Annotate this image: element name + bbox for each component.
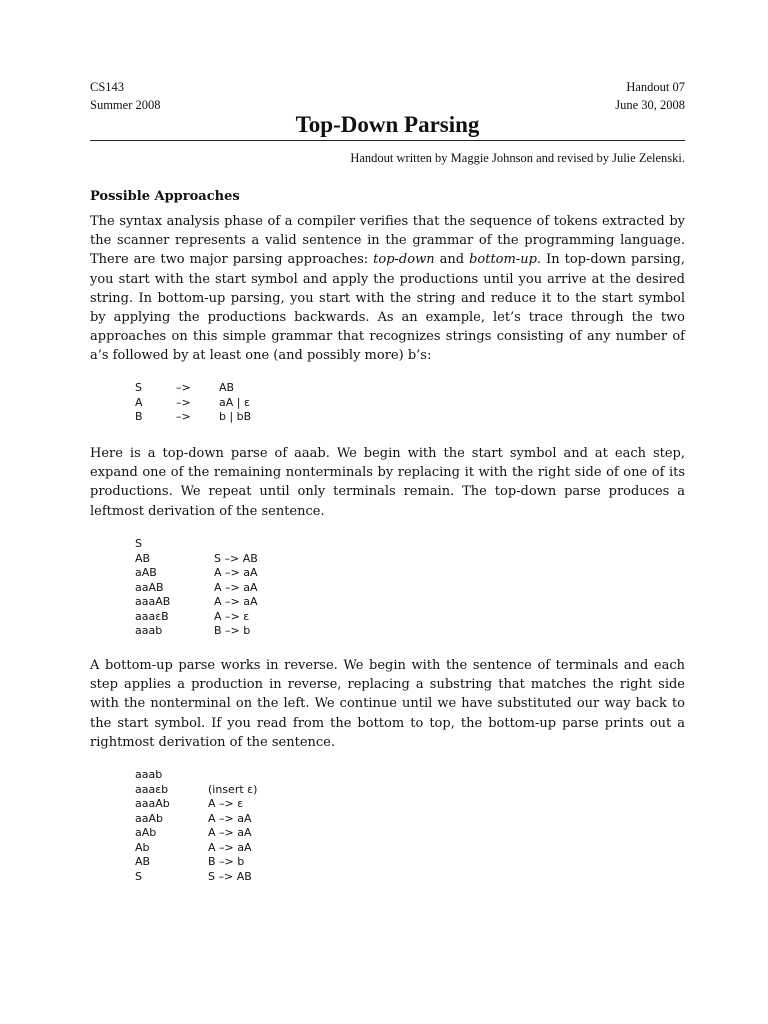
section-heading: Possible Approaches xyxy=(90,189,240,204)
production-applied: B –> b xyxy=(214,624,251,637)
derivation-step xyxy=(135,581,258,596)
bottomup-derivation xyxy=(135,768,257,884)
derivation-step xyxy=(135,768,257,783)
document-page xyxy=(90,0,685,1024)
topdown-derivation xyxy=(135,537,258,639)
intro-em-bottomup: bottom-up xyxy=(469,252,537,268)
derivation-step xyxy=(135,826,257,841)
grammar-rule xyxy=(135,396,251,411)
handout-number: Handout 07 xyxy=(626,80,685,94)
intro-text-1: The syntax analysis phase of a compiler verifies that the sequence of tokens extracted by the scanner represents a valid sentence in the grammar of the programming language. There are two major parsing approaches: xyxy=(90,214,685,268)
sentential-form: aaab xyxy=(135,624,163,637)
derivation-step xyxy=(135,624,258,639)
sentential-form: aaaεB xyxy=(135,609,169,623)
intro-text-2: and xyxy=(434,252,470,268)
derivation-step xyxy=(135,870,257,885)
handout-date: June 30, 2008 xyxy=(615,98,685,112)
grammar-rhs: b | bB xyxy=(219,410,252,423)
derivation-step xyxy=(135,610,258,625)
grammar-arrow: –> xyxy=(176,381,191,394)
derivation-step xyxy=(135,537,258,552)
production-applied: A –> aA xyxy=(208,826,252,839)
production-applied: (insert ε) xyxy=(208,782,258,796)
paragraph-bottomup: A bottom-up parse works in reverse. We begin with the sentence of terminals and each step applies a production in reverse, replacing a substring that matches the right side with the nonterminal on the left. We continue until we have substituted our way back to the start symbol. If you read from the bottom to top, the bottom-up parse prints out a rightmost derivation of the sentence. xyxy=(90,658,685,750)
sentential-form: aAb xyxy=(135,826,157,839)
sentential-form: Ab xyxy=(135,840,150,854)
sentential-form: AB xyxy=(135,551,151,565)
derivation-step xyxy=(135,841,257,856)
production-applied: A –> aA xyxy=(214,580,258,594)
production-applied: B –> b xyxy=(208,855,245,868)
header-row-1 xyxy=(90,80,685,95)
derivation-step xyxy=(135,855,257,870)
intro-em-topdown: top-down xyxy=(373,252,435,268)
grammar-rule xyxy=(135,381,251,396)
production-applied: A –> aA xyxy=(214,595,258,608)
grammar-arrow: –> xyxy=(176,395,191,409)
grammar-block xyxy=(135,381,251,425)
derivation-step xyxy=(135,812,257,827)
byline: Handout written by Maggie Johnson and revised by Julie Zelenski. xyxy=(350,151,685,165)
paragraph-intro xyxy=(90,212,685,366)
sentential-form: aaab xyxy=(135,768,163,781)
grammar-lhs: B xyxy=(135,410,143,423)
paragraph-topdown: Here is a top-down parse of aaab. We begin with the start symbol and at each step, expand one of the remaining nonterminals by replacing it with the right side of one of its productions. We repeat until only terminals remain. The top-down parse produces a leftmost derivation of the sentence. xyxy=(90,446,685,519)
document-title: Top-Down Parsing xyxy=(295,112,480,137)
grammar-rhs: aA | ε xyxy=(219,395,250,409)
sentential-form: aaAB xyxy=(135,580,164,594)
sentential-form: S xyxy=(135,537,142,550)
header-row-2 xyxy=(90,98,685,113)
derivation-step xyxy=(135,797,257,812)
production-applied: A –> aA xyxy=(208,811,252,825)
production-applied: A –> aA xyxy=(214,566,258,579)
derivation-step xyxy=(135,783,257,798)
sentential-form: aaAb xyxy=(135,811,163,825)
grammar-lhs: S xyxy=(135,381,142,394)
production-applied: S –> AB xyxy=(208,869,252,883)
sentential-form: aaaAB xyxy=(135,595,171,608)
production-applied: A –> ε xyxy=(208,797,244,810)
sentential-form: aAB xyxy=(135,566,157,579)
grammar-rule xyxy=(135,410,251,425)
derivation-step xyxy=(135,595,258,610)
production-applied: A –> aA xyxy=(208,840,252,854)
sentential-form: aaaAb xyxy=(135,797,170,810)
term: Summer 2008 xyxy=(90,98,161,112)
production-applied: S –> AB xyxy=(214,551,258,565)
derivation-step xyxy=(135,566,258,581)
sentential-form: aaaεb xyxy=(135,782,169,796)
intro-text-3: . In top-down parsing, you start with the start symbol and apply the productions until you arrive at the desired string. In bottom-up parsing, you start with the string and reduce it to the start symbol by applying the productions backwards. As an example, let’s trace through the two approaches on this simple grammar that recognizes strings consisting of any number of a’s followed by at least one (and possibly more) b’s: xyxy=(90,252,685,364)
grammar-lhs: A xyxy=(135,395,143,409)
grammar-arrow: –> xyxy=(176,410,191,423)
grammar-rhs: AB xyxy=(219,381,235,394)
course-code: CS143 xyxy=(90,80,125,94)
derivation-step xyxy=(135,552,258,567)
sentential-form: AB xyxy=(135,855,151,868)
production-applied: A –> ε xyxy=(214,609,250,623)
title-rule xyxy=(90,140,685,141)
sentential-form: S xyxy=(135,869,142,883)
